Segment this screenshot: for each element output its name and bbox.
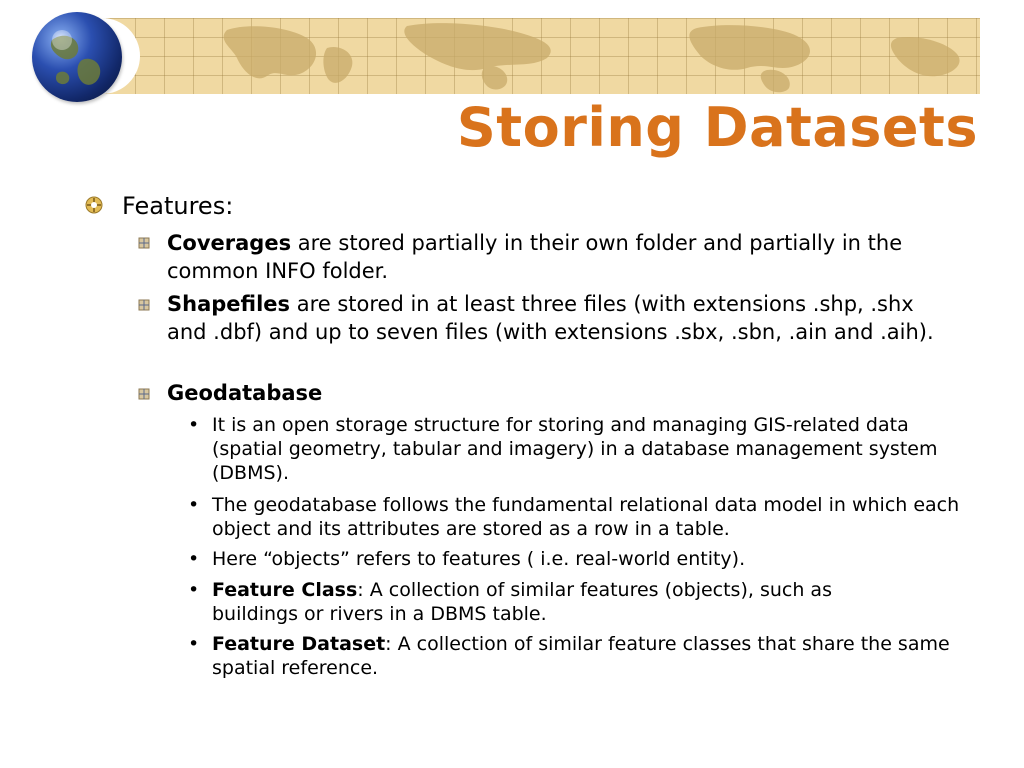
list-item-coverages <box>167 229 967 285</box>
dot-bullet-icon: • <box>188 494 200 516</box>
list-item-shapefiles <box>167 290 937 346</box>
dot-bullet-icon: • <box>188 548 200 570</box>
feature-class-text: : A collection of similar features (objects), such as buildings or rivers in a DBMS table. <box>212 579 832 625</box>
map-banner <box>77 18 980 94</box>
list-item-geodatabase <box>167 379 967 407</box>
shapefiles-term: Shapefiles <box>167 292 291 316</box>
coverages-term: Coverages <box>167 231 292 255</box>
coverages-text: are stored partially in their own folder and partially in the common INFO folder. <box>167 231 903 283</box>
dot-bullet-icon: • <box>188 579 200 601</box>
sub-item-1: It is an open storage structure for storing and managing GIS-related data (spatial geometry, tabular and imagery) in a database management system (DBMS). <box>212 414 938 484</box>
square-bullet-icon <box>138 237 150 249</box>
square-bullet-icon <box>138 388 150 400</box>
feature-dataset-text: : A collection of similar feature classes that share the same spatial reference. <box>212 633 950 679</box>
shapefiles-text: are stored in at least three files (with extensions .shp, .shx and .dbf) and up to seven files (with extensions .sbx, .sbn, .ain and .aih). <box>167 292 934 344</box>
compass-bullet-icon <box>85 196 103 214</box>
feature-dataset-term: Feature Dataset <box>212 633 386 655</box>
world-map-graphic <box>77 18 980 94</box>
feature-class-term: Feature Class <box>212 579 358 601</box>
level1-text: Features: <box>122 192 234 220</box>
square-bullet-icon <box>138 299 150 311</box>
geodatabase-term: Geodatabase <box>167 381 323 405</box>
dot-bullet-icon: • <box>188 414 200 436</box>
sub-item-2: The geodatabase follows the fundamental relational data model in which each object and its attributes are stored as a row in a table. <box>212 494 960 540</box>
sub-item-3: Here “objects” refers to features ( i.e. real-world entity). <box>212 548 746 570</box>
sub-item-4 <box>212 578 922 626</box>
sub-item-5 <box>212 632 952 680</box>
globe-icon <box>32 12 122 102</box>
dot-bullet-icon: • <box>188 633 200 655</box>
slide-title: Storing Datasets <box>456 96 978 159</box>
